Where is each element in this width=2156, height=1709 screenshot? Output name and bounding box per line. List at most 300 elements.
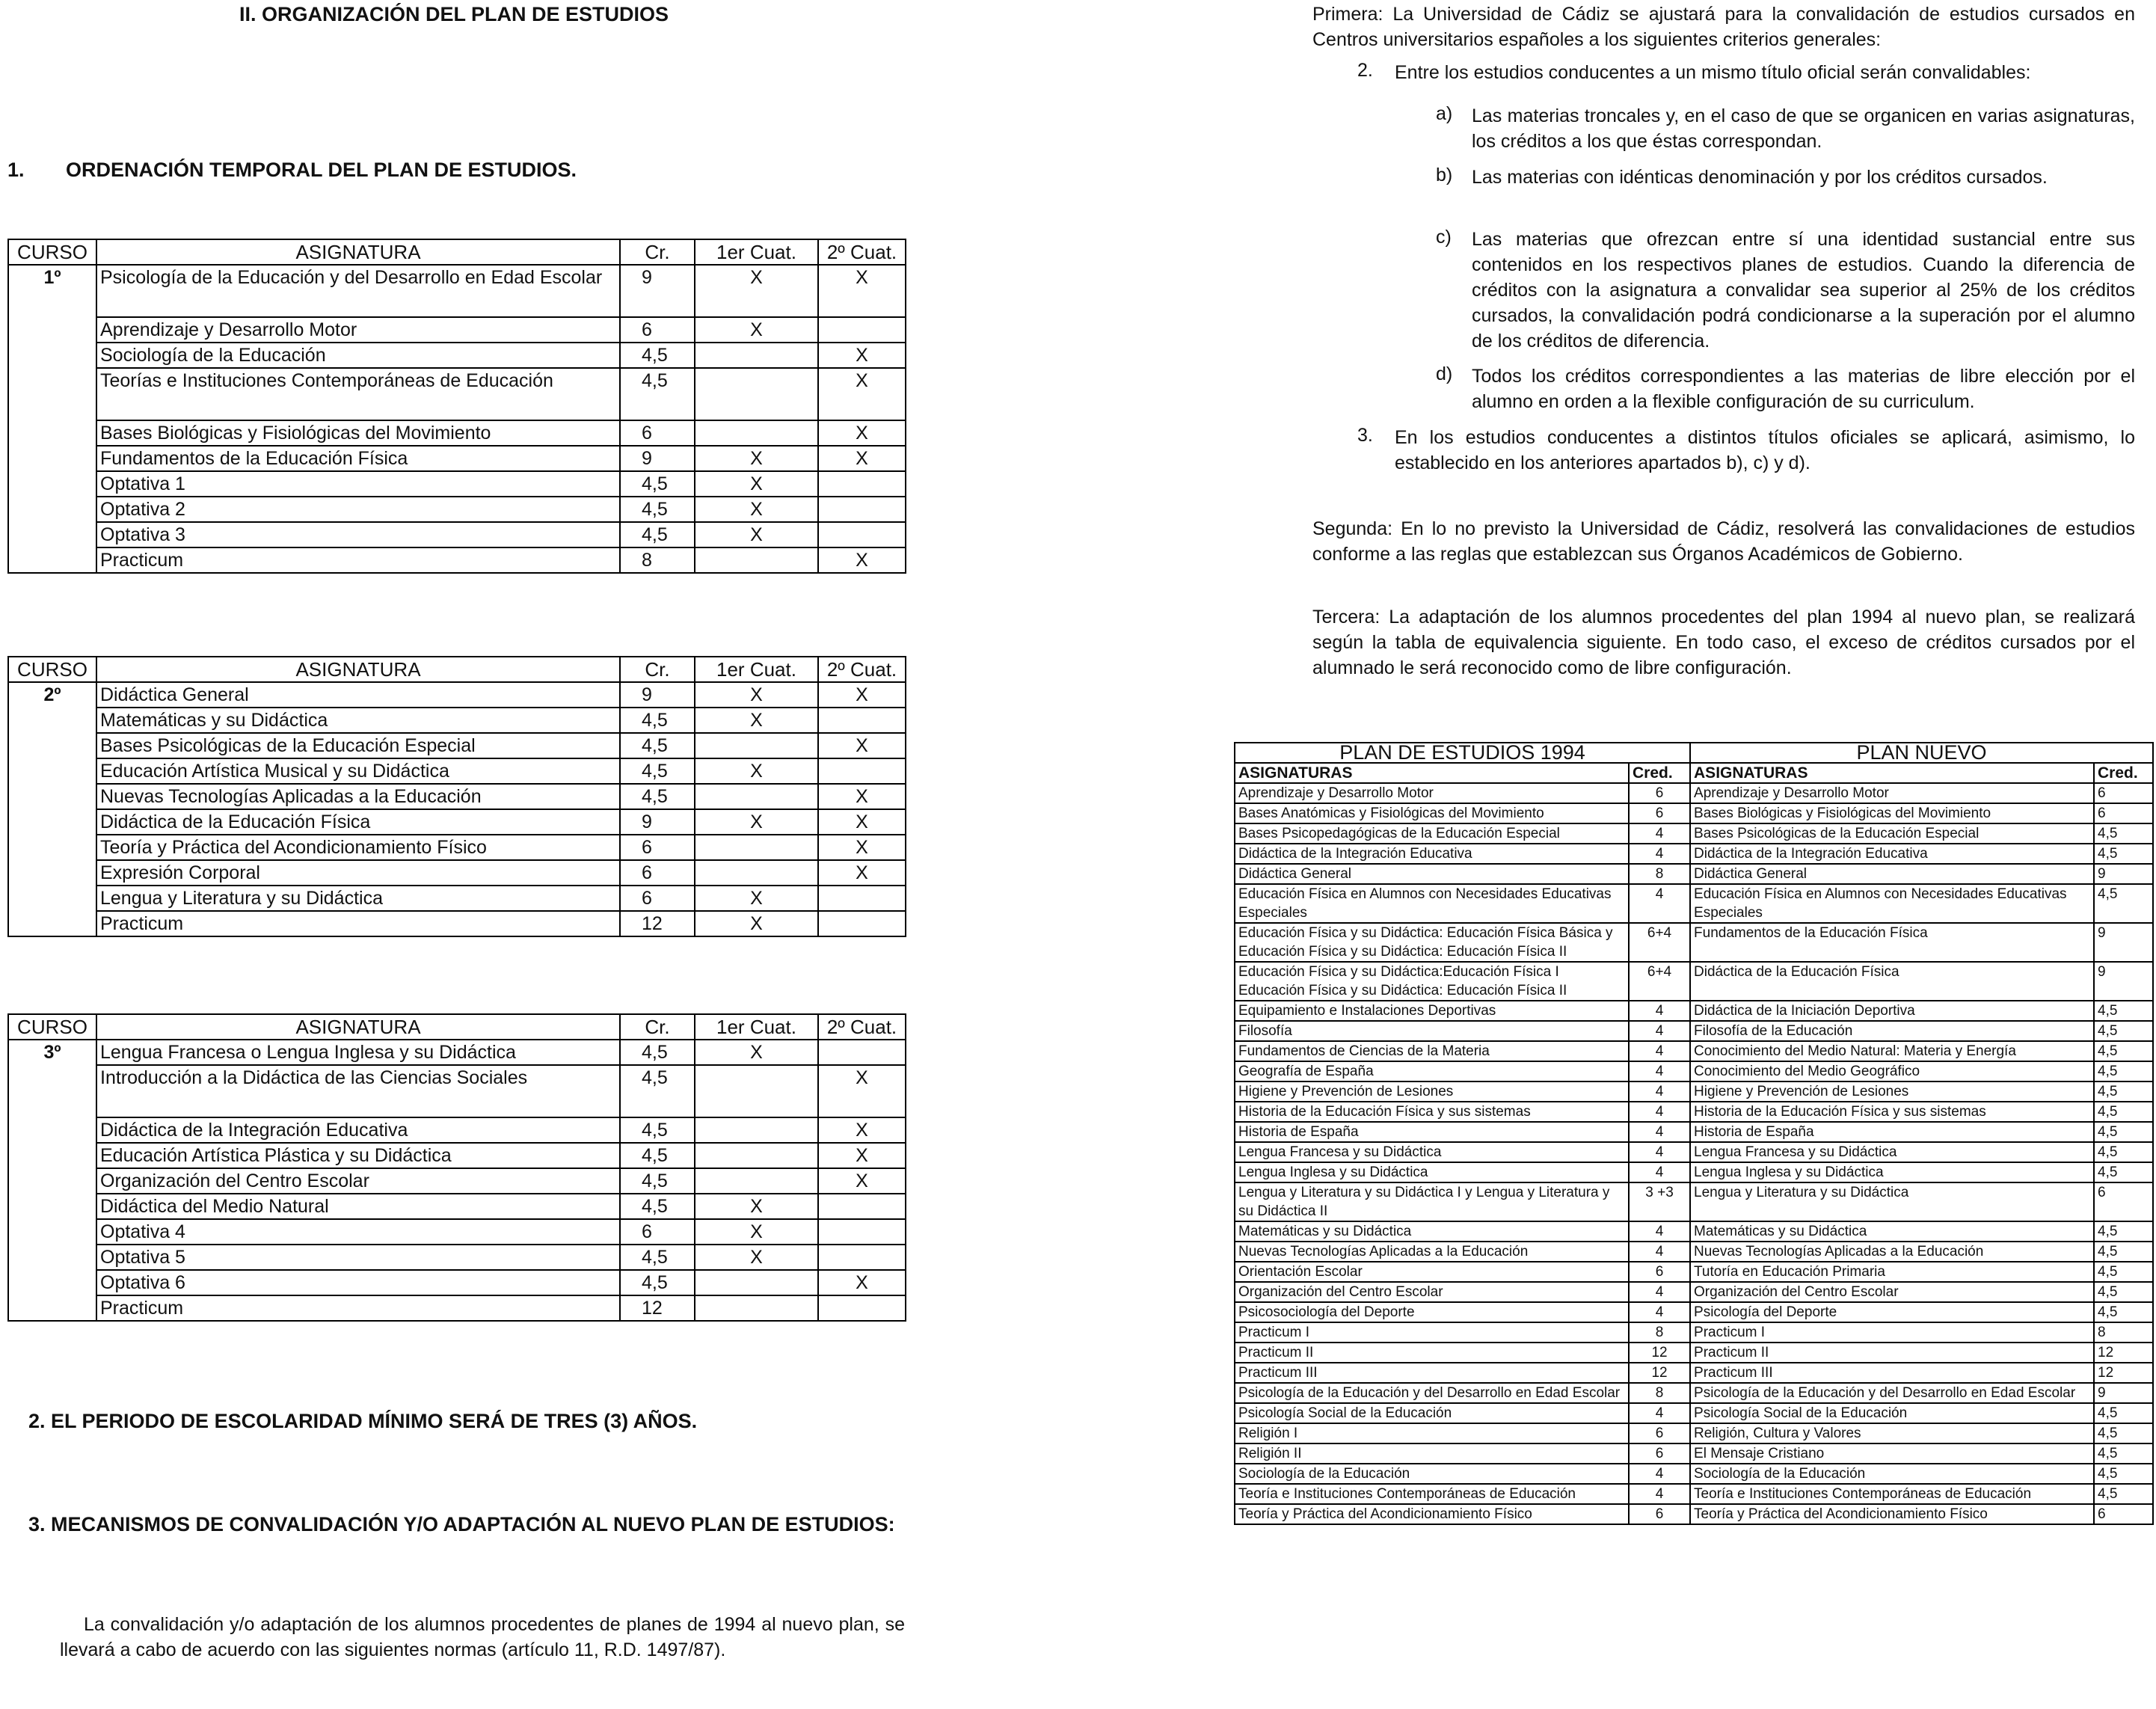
cuat1-cell: X bbox=[695, 708, 818, 733]
table-row bbox=[1235, 1464, 2153, 1484]
old-asignatura-cell: Didáctica de la Integración Educativa bbox=[1235, 844, 1629, 864]
table-row bbox=[1235, 1504, 2153, 1524]
table-row bbox=[1235, 1343, 2153, 1363]
new-asignatura-cell: Fundamentos de la Educación Física bbox=[1690, 923, 2094, 962]
cuat1-cell: X bbox=[695, 446, 818, 471]
asignatura-cell: Lengua y Literatura y su Didáctica bbox=[96, 886, 620, 911]
asignatura-cell: Optativa 5 bbox=[96, 1245, 620, 1270]
eq-header-old-plan: PLAN DE ESTUDIOS 1994 bbox=[1235, 743, 1690, 763]
cuat1-cell: X bbox=[695, 682, 818, 708]
creditos-cell: 4,5 bbox=[620, 1040, 695, 1065]
old-asignatura-cell: Aprendizaje y Desarrollo Motor bbox=[1235, 783, 1629, 803]
table-row bbox=[8, 1245, 906, 1270]
new-asignatura-cell: Sociología de la Educación bbox=[1690, 1464, 2094, 1484]
cuat1-cell: X bbox=[695, 522, 818, 547]
asignatura-cell: Sociología de la Educación bbox=[96, 343, 620, 368]
table-row bbox=[8, 1168, 906, 1194]
new-cred-cell: 4,5 bbox=[2094, 884, 2153, 923]
cuat2-cell: X bbox=[818, 835, 906, 860]
new-cred-cell: 12 bbox=[2094, 1343, 2153, 1363]
eq-sub-cred: Cred. bbox=[1629, 763, 1690, 783]
table-row bbox=[1235, 823, 2153, 844]
old-cred-cell: 6 bbox=[1629, 803, 1690, 823]
asignatura-cell: Nuevas Tecnologías Aplicadas a la Educación bbox=[96, 784, 620, 809]
list-item-2: Entre los estudios conducentes a un mismo título oficial serán convalidables: bbox=[1395, 62, 2031, 83]
creditos-cell: 6 bbox=[620, 420, 695, 446]
header-1er-cuatrimestre: 1er Cuat. bbox=[695, 657, 818, 682]
creditos-cell: 4,5 bbox=[620, 1194, 695, 1219]
old-cred-cell: 4 bbox=[1629, 1021, 1690, 1041]
old-cred-cell: 4 bbox=[1629, 1484, 1690, 1504]
old-asignatura-cell: Bases Psicopedagógicas de la Educación Especial bbox=[1235, 823, 1629, 844]
table-row bbox=[8, 547, 906, 573]
creditos-cell: 4,5 bbox=[620, 1065, 695, 1117]
creditos-cell: 4,5 bbox=[620, 1168, 695, 1194]
cuat1-cell bbox=[695, 1270, 818, 1295]
item1-title: ORDENACIÓN TEMPORAL DEL PLAN DE ESTUDIOS. bbox=[66, 159, 577, 181]
cuat1-cell bbox=[695, 1065, 818, 1117]
new-cred-cell: 4,5 bbox=[2094, 1021, 2153, 1041]
asignatura-cell: Optativa 4 bbox=[96, 1219, 620, 1245]
table-row bbox=[8, 733, 906, 758]
course-table-3 bbox=[7, 1013, 906, 1322]
new-cred-cell: 4,5 bbox=[2094, 1302, 2153, 1322]
new-asignatura-cell: Didáctica de la Iniciación Deportiva bbox=[1690, 1001, 2094, 1021]
cuat1-cell bbox=[695, 784, 818, 809]
old-asignatura-cell: Educación Física y su Didáctica: Educación Física Básica y Educación Física y su Didáctica: Educación Física II bbox=[1235, 923, 1629, 962]
list-item-d: Todos los créditos correspondientes a las materias de libre elección por el alumno en orden a la flexible configuración de su curriculum. bbox=[1472, 366, 2135, 412]
table-row bbox=[1235, 1262, 2153, 1282]
cuat2-cell bbox=[818, 1295, 906, 1321]
list-label-a: a) bbox=[1436, 103, 1453, 124]
new-asignatura-cell: Filosofía de la Educación bbox=[1690, 1021, 2094, 1041]
old-asignatura-cell: Fundamentos de Ciencias de la Materia bbox=[1235, 1041, 1629, 1061]
old-cred-cell: 6+4 bbox=[1629, 923, 1690, 962]
curso-cell: 2º bbox=[8, 682, 96, 936]
cuat2-cell bbox=[818, 497, 906, 522]
cuat1-cell: X bbox=[695, 265, 818, 317]
new-asignatura-cell: El Mensaje Cristiano bbox=[1690, 1443, 2094, 1464]
old-cred-cell: 8 bbox=[1629, 1383, 1690, 1403]
table-row bbox=[1235, 1102, 2153, 1122]
cuat2-cell: X bbox=[818, 1117, 906, 1143]
old-asignatura-cell: Psicología Social de la Educación bbox=[1235, 1403, 1629, 1423]
creditos-cell: 4,5 bbox=[620, 1143, 695, 1168]
new-asignatura-cell: Bases Biológicas y Fisiológicas del Movimiento bbox=[1690, 803, 2094, 823]
cuat1-cell bbox=[695, 547, 818, 573]
new-cred-cell: 4,5 bbox=[2094, 1282, 2153, 1302]
eq-sub-asignaturas: ASIGNATURAS bbox=[1235, 763, 1629, 783]
table-row bbox=[1235, 1322, 2153, 1343]
cuat2-cell bbox=[818, 886, 906, 911]
cuat2-cell: X bbox=[818, 860, 906, 886]
asignatura-cell: Didáctica del Medio Natural bbox=[96, 1194, 620, 1219]
table-row bbox=[1235, 1021, 2153, 1041]
table-row bbox=[8, 784, 906, 809]
table-row bbox=[1235, 962, 2153, 1001]
old-asignatura-cell: Religión I bbox=[1235, 1423, 1629, 1443]
old-cred-cell: 4 bbox=[1629, 1001, 1690, 1021]
new-cred-cell: 4,5 bbox=[2094, 844, 2153, 864]
creditos-cell: 4,5 bbox=[620, 497, 695, 522]
cuat1-cell bbox=[695, 1143, 818, 1168]
table-row bbox=[8, 1270, 906, 1295]
creditos-cell: 4,5 bbox=[620, 1245, 695, 1270]
creditos-cell: 6 bbox=[620, 317, 695, 343]
new-asignatura-cell: Historia de la Educación Física y sus sistemas bbox=[1690, 1102, 2094, 1122]
old-asignatura-cell: Bases Anatómicas y Fisiológicas del Movimiento bbox=[1235, 803, 1629, 823]
asignatura-cell: Psicología de la Educación y del Desarrollo en Edad Escolar bbox=[96, 265, 620, 317]
table-row bbox=[8, 471, 906, 497]
old-asignatura-cell: Educación Física en Alumnos con Necesidades Educativas Especiales bbox=[1235, 884, 1629, 923]
old-cred-cell: 4 bbox=[1629, 1282, 1690, 1302]
header-2o-cuatrimestre: 2º Cuat. bbox=[818, 657, 906, 682]
cuat1-cell: X bbox=[695, 758, 818, 784]
asignatura-cell: Didáctica de la Educación Física bbox=[96, 809, 620, 835]
header-curso: CURSO bbox=[8, 239, 96, 265]
new-cred-cell: 4,5 bbox=[2094, 1162, 2153, 1182]
new-cred-cell: 4,5 bbox=[2094, 1142, 2153, 1162]
table-row bbox=[1235, 884, 2153, 923]
cuat1-cell bbox=[695, 1295, 818, 1321]
cuat2-cell: X bbox=[818, 682, 906, 708]
old-asignatura-cell: Historia de España bbox=[1235, 1122, 1629, 1142]
table-row bbox=[8, 860, 906, 886]
new-cred-cell: 4,5 bbox=[2094, 1041, 2153, 1061]
old-cred-cell: 4 bbox=[1629, 1142, 1690, 1162]
table-row bbox=[8, 265, 906, 317]
table-row bbox=[1235, 1041, 2153, 1061]
header-curso: CURSO bbox=[8, 1014, 96, 1040]
cuat2-cell: X bbox=[818, 1270, 906, 1295]
cuat1-cell bbox=[695, 860, 818, 886]
old-cred-cell: 4 bbox=[1629, 1041, 1690, 1061]
creditos-cell: 6 bbox=[620, 835, 695, 860]
table-row bbox=[8, 1040, 906, 1065]
cuat1-cell: X bbox=[695, 471, 818, 497]
table-row bbox=[8, 835, 906, 860]
asignatura-cell: Bases Psicológicas de la Educación Especial bbox=[96, 733, 620, 758]
table-row bbox=[8, 368, 906, 420]
creditos-cell: 9 bbox=[620, 265, 695, 317]
cuat1-cell: X bbox=[695, 1194, 818, 1219]
curso-cell: 1º bbox=[8, 265, 96, 573]
old-asignatura-cell: Didáctica General bbox=[1235, 864, 1629, 884]
old-asignatura-cell: Nuevas Tecnologías Aplicadas a la Educación bbox=[1235, 1242, 1629, 1262]
new-cred-cell: 4,5 bbox=[2094, 1464, 2153, 1484]
table-row bbox=[1235, 803, 2153, 823]
new-cred-cell: 9 bbox=[2094, 923, 2153, 962]
list-item-a: Las materias troncales y, en el caso de que se organicen en varias asignaturas, los créditos a los que éstas correspondan. bbox=[1472, 105, 2135, 152]
cuat2-cell bbox=[818, 911, 906, 936]
list-num-3: 3. bbox=[1357, 425, 1373, 446]
table-row bbox=[8, 522, 906, 547]
asignatura-cell: Aprendizaje y Desarrollo Motor bbox=[96, 317, 620, 343]
cuat2-cell bbox=[818, 1245, 906, 1270]
table-row bbox=[1235, 1484, 2153, 1504]
list-num-2: 2. bbox=[1357, 60, 1373, 81]
creditos-cell: 12 bbox=[620, 1295, 695, 1321]
asignatura-cell: Bases Biológicas y Fisiológicas del Movimiento bbox=[96, 420, 620, 446]
old-asignatura-cell: Lengua Inglesa y su Didáctica bbox=[1235, 1162, 1629, 1182]
old-asignatura-cell: Lengua Francesa y su Didáctica bbox=[1235, 1142, 1629, 1162]
new-asignatura-cell: Tutoría en Educación Primaria bbox=[1690, 1262, 2094, 1282]
creditos-cell: 9 bbox=[620, 446, 695, 471]
old-cred-cell: 4 bbox=[1629, 844, 1690, 864]
cuat1-cell bbox=[695, 733, 818, 758]
cuat1-cell bbox=[695, 1168, 818, 1194]
creditos-cell: 4,5 bbox=[620, 368, 695, 420]
old-asignatura-cell: Lengua y Literatura y su Didáctica I y Lengua y Literatura y su Didáctica II bbox=[1235, 1182, 1629, 1221]
asignatura-cell: Teoría y Práctica del Acondicionamiento Físico bbox=[96, 835, 620, 860]
header-1er-cuatrimestre: 1er Cuat. bbox=[695, 239, 818, 265]
cuat1-cell bbox=[695, 343, 818, 368]
new-asignatura-cell: Organización del Centro Escolar bbox=[1690, 1282, 2094, 1302]
new-asignatura-cell: Practicum II bbox=[1690, 1343, 2094, 1363]
table-row bbox=[1235, 1403, 2153, 1423]
asignatura-cell: Optativa 1 bbox=[96, 471, 620, 497]
old-asignatura-cell: Historia de la Educación Física y sus sistemas bbox=[1235, 1102, 1629, 1122]
table-row bbox=[1235, 1423, 2153, 1443]
old-cred-cell: 8 bbox=[1629, 1322, 1690, 1343]
list-label-d: d) bbox=[1436, 363, 1453, 384]
cuat2-cell bbox=[818, 317, 906, 343]
header-asignatura: ASIGNATURA bbox=[96, 657, 620, 682]
new-asignatura-cell: Teoría e Instituciones Contemporáneas de Educación bbox=[1690, 1484, 2094, 1504]
asignatura-cell: Didáctica General bbox=[96, 682, 620, 708]
cuat2-cell bbox=[818, 708, 906, 733]
new-asignatura-cell: Didáctica de la Educación Física bbox=[1690, 962, 2094, 1001]
table-row bbox=[8, 886, 906, 911]
header-1er-cuatrimestre: 1er Cuat. bbox=[695, 1014, 818, 1040]
cuat2-cell: X bbox=[818, 1143, 906, 1168]
asignatura-cell: Practicum bbox=[96, 547, 620, 573]
old-asignatura-cell: Psicosociología del Deporte bbox=[1235, 1302, 1629, 1322]
cuat2-cell: X bbox=[818, 265, 906, 317]
cuat2-cell: X bbox=[818, 343, 906, 368]
course-table-2 bbox=[7, 656, 906, 937]
creditos-cell: 9 bbox=[620, 809, 695, 835]
creditos-cell: 4,5 bbox=[620, 758, 695, 784]
old-cred-cell: 4 bbox=[1629, 1403, 1690, 1423]
creditos-cell: 4,5 bbox=[620, 343, 695, 368]
asignatura-cell: Lengua Francesa o Lengua Inglesa y su Didáctica bbox=[96, 1040, 620, 1065]
cuat2-cell: X bbox=[818, 1168, 906, 1194]
asignatura-cell: Expresión Corporal bbox=[96, 860, 620, 886]
old-cred-cell: 4 bbox=[1629, 1464, 1690, 1484]
new-asignatura-cell: Psicología Social de la Educación bbox=[1690, 1403, 2094, 1423]
new-cred-cell: 4,5 bbox=[2094, 1221, 2153, 1242]
table-row bbox=[1235, 1443, 2153, 1464]
new-cred-cell: 4,5 bbox=[2094, 1061, 2153, 1081]
curso-cell: 3º bbox=[8, 1040, 96, 1321]
header-creditos: Cr. bbox=[620, 657, 695, 682]
new-asignatura-cell: Psicología de la Educación y del Desarrollo en Edad Escolar bbox=[1690, 1383, 2094, 1403]
table-row bbox=[8, 497, 906, 522]
cuat2-cell bbox=[818, 522, 906, 547]
cuat1-cell: X bbox=[695, 886, 818, 911]
header-curso: CURSO bbox=[8, 657, 96, 682]
creditos-cell: 12 bbox=[620, 911, 695, 936]
header-2o-cuatrimestre: 2º Cuat. bbox=[818, 1014, 906, 1040]
cuat1-cell bbox=[695, 835, 818, 860]
table-row bbox=[1235, 1162, 2153, 1182]
old-cred-cell: 4 bbox=[1629, 884, 1690, 923]
new-cred-cell: 6 bbox=[2094, 1504, 2153, 1524]
item3-paragraph: La convalidación y/o adaptación de los alumnos procedentes de planes de 1994 al nuevo plan, se llevará a cabo de acuerdo con las siguientes normas (artículo 11, R.D. 1497/87). bbox=[60, 1614, 905, 1660]
asignatura-cell: Practicum bbox=[96, 911, 620, 936]
new-asignatura-cell: Aprendizaje y Desarrollo Motor bbox=[1690, 783, 2094, 803]
cuat1-cell: X bbox=[695, 1040, 818, 1065]
item2-text: 2. EL PERIODO DE ESCOLARIDAD MÍNIMO SERÁ DE TRES (3) AÑOS. bbox=[28, 1410, 698, 1432]
table-row bbox=[8, 1295, 906, 1321]
old-cred-cell: 4 bbox=[1629, 1242, 1690, 1262]
table-row bbox=[8, 420, 906, 446]
new-cred-cell: 9 bbox=[2094, 1383, 2153, 1403]
old-cred-cell: 6+4 bbox=[1629, 962, 1690, 1001]
table-row bbox=[1235, 1142, 2153, 1162]
table-row bbox=[8, 911, 906, 936]
header-2o-cuatrimestre: 2º Cuat. bbox=[818, 239, 906, 265]
old-cred-cell: 4 bbox=[1629, 1081, 1690, 1102]
old-asignatura-cell: Psicología de la Educación y del Desarrollo en Edad Escolar bbox=[1235, 1383, 1629, 1403]
cuat2-cell: X bbox=[818, 420, 906, 446]
new-asignatura-cell: Historia de España bbox=[1690, 1122, 2094, 1142]
cuat2-cell: X bbox=[818, 547, 906, 573]
new-asignatura-cell: Educación Física en Alumnos con Necesidades Educativas Especiales bbox=[1690, 884, 2094, 923]
new-asignatura-cell: Didáctica de la Integración Educativa bbox=[1690, 844, 2094, 864]
new-cred-cell: 4,5 bbox=[2094, 1081, 2153, 1102]
cuat2-cell bbox=[818, 758, 906, 784]
cuat1-cell: X bbox=[695, 809, 818, 835]
new-asignatura-cell: Matemáticas y su Didáctica bbox=[1690, 1221, 2094, 1242]
table-row bbox=[8, 1143, 906, 1168]
new-asignatura-cell: Didáctica General bbox=[1690, 864, 2094, 884]
header-creditos: Cr. bbox=[620, 239, 695, 265]
old-asignatura-cell: Practicum I bbox=[1235, 1322, 1629, 1343]
list-label-c: c) bbox=[1436, 227, 1452, 248]
old-cred-cell: 6 bbox=[1629, 783, 1690, 803]
new-cred-cell: 6 bbox=[2094, 783, 2153, 803]
table-row bbox=[8, 1194, 906, 1219]
new-cred-cell: 12 bbox=[2094, 1363, 2153, 1383]
new-cred-cell: 4,5 bbox=[2094, 1484, 2153, 1504]
old-asignatura-cell: Teoría y Práctica del Acondicionamiento Físico bbox=[1235, 1504, 1629, 1524]
new-asignatura-cell: Lengua Francesa y su Didáctica bbox=[1690, 1142, 2094, 1162]
old-cred-cell: 4 bbox=[1629, 1302, 1690, 1322]
table-row bbox=[1235, 783, 2153, 803]
cuat2-cell bbox=[818, 1040, 906, 1065]
course-table-1 bbox=[7, 239, 906, 574]
list-label-b: b) bbox=[1436, 165, 1453, 185]
new-asignatura-cell: Nuevas Tecnologías Aplicadas a la Educación bbox=[1690, 1242, 2094, 1262]
new-asignatura-cell: Lengua y Literatura y su Didáctica bbox=[1690, 1182, 2094, 1221]
old-asignatura-cell: Organización del Centro Escolar bbox=[1235, 1282, 1629, 1302]
cuat2-cell: X bbox=[818, 809, 906, 835]
old-cred-cell: 8 bbox=[1629, 864, 1690, 884]
table-row bbox=[1235, 1001, 2153, 1021]
old-asignatura-cell: Higiene y Prevención de Lesiones bbox=[1235, 1081, 1629, 1102]
new-asignatura-cell: Practicum I bbox=[1690, 1322, 2094, 1343]
segunda-paragraph: Segunda: En lo no previsto la Universidad de Cádiz, resolverá las convalidaciones de estudios conforme a las reglas que establezcan sus Órganos Académicos de Gobierno. bbox=[1312, 518, 2135, 565]
eq-sub-asignaturas: ASIGNATURAS bbox=[1690, 763, 2094, 783]
header-asignatura: ASIGNATURA bbox=[96, 239, 620, 265]
old-asignatura-cell: Practicum III bbox=[1235, 1363, 1629, 1383]
old-asignatura-cell: Geografía de España bbox=[1235, 1061, 1629, 1081]
new-cred-cell: 6 bbox=[2094, 803, 2153, 823]
new-asignatura-cell: Conocimiento del Medio Geográfico bbox=[1690, 1061, 2094, 1081]
cuat2-cell: X bbox=[818, 368, 906, 420]
new-cred-cell: 4,5 bbox=[2094, 1262, 2153, 1282]
table-row bbox=[1235, 844, 2153, 864]
asignatura-cell: Educación Artística Musical y su Didáctica bbox=[96, 758, 620, 784]
table-row bbox=[8, 708, 906, 733]
section-title: II. ORGANIZACIÓN DEL PLAN DE ESTUDIOS bbox=[239, 3, 669, 25]
table-row bbox=[1235, 1182, 2153, 1221]
new-cred-cell: 4,5 bbox=[2094, 1242, 2153, 1262]
primera-paragraph: Primera: La Universidad de Cádiz se ajustará para la convalidación de estudios cursados en Centros universitarios españoles a los siguientes criterios generales: bbox=[1312, 4, 2135, 50]
creditos-cell: 6 bbox=[620, 1219, 695, 1245]
cuat1-cell: X bbox=[695, 317, 818, 343]
old-cred-cell: 6 bbox=[1629, 1504, 1690, 1524]
creditos-cell: 8 bbox=[620, 547, 695, 573]
table-row bbox=[8, 758, 906, 784]
asignatura-cell: Educación Artística Plástica y su Didáctica bbox=[96, 1143, 620, 1168]
cuat2-cell bbox=[818, 471, 906, 497]
table-row bbox=[8, 317, 906, 343]
cuat2-cell: X bbox=[818, 446, 906, 471]
old-cred-cell: 12 bbox=[1629, 1363, 1690, 1383]
table-row bbox=[8, 446, 906, 471]
tercera-paragraph: Tercera: La adaptación de los alumnos procedentes del plan 1994 al nuevo plan, se realizará según la tabla de equivalencia siguiente. En todo caso, el exceso de créditos cursados por el alumnado le será reconocido como de libre configuración. bbox=[1312, 607, 2135, 678]
item1-number: 1. bbox=[7, 159, 25, 181]
table-row bbox=[8, 809, 906, 835]
cuat2-cell: X bbox=[818, 733, 906, 758]
old-asignatura-cell: Religión II bbox=[1235, 1443, 1629, 1464]
table-row bbox=[8, 1065, 906, 1117]
new-asignatura-cell: Practicum III bbox=[1690, 1363, 2094, 1383]
new-cred-cell: 6 bbox=[2094, 1182, 2153, 1221]
eq-sub-cred: Cred. bbox=[2094, 763, 2153, 783]
creditos-cell: 9 bbox=[620, 682, 695, 708]
table-row bbox=[1235, 1363, 2153, 1383]
new-cred-cell: 9 bbox=[2094, 864, 2153, 884]
table-row bbox=[1235, 923, 2153, 962]
list-item-b: Las materias con idénticas denominación y por los créditos cursados. bbox=[1472, 167, 2048, 188]
table-row bbox=[1235, 1282, 2153, 1302]
old-asignatura-cell: Orientación Escolar bbox=[1235, 1262, 1629, 1282]
asignatura-cell: Optativa 2 bbox=[96, 497, 620, 522]
cuat1-cell: X bbox=[695, 911, 818, 936]
asignatura-cell: Didáctica de la Integración Educativa bbox=[96, 1117, 620, 1143]
new-asignatura-cell: Teoría y Práctica del Acondicionamiento Físico bbox=[1690, 1504, 2094, 1524]
table-row bbox=[8, 1219, 906, 1245]
table-row bbox=[1235, 1302, 2153, 1322]
creditos-cell: 4,5 bbox=[620, 733, 695, 758]
table-row bbox=[8, 682, 906, 708]
old-asignatura-cell: Equipamiento e Instalaciones Deportivas bbox=[1235, 1001, 1629, 1021]
table-row bbox=[8, 343, 906, 368]
equivalence-table bbox=[1234, 742, 2154, 1525]
new-asignatura-cell: Bases Psicológicas de la Educación Especial bbox=[1690, 823, 2094, 844]
table-row bbox=[1235, 1242, 2153, 1262]
table-row bbox=[1235, 1383, 2153, 1403]
old-cred-cell: 6 bbox=[1629, 1262, 1690, 1282]
asignatura-cell: Organización del Centro Escolar bbox=[96, 1168, 620, 1194]
new-cred-cell: 4,5 bbox=[2094, 1001, 2153, 1021]
new-cred-cell: 8 bbox=[2094, 1322, 2153, 1343]
asignatura-cell: Fundamentos de la Educación Física bbox=[96, 446, 620, 471]
